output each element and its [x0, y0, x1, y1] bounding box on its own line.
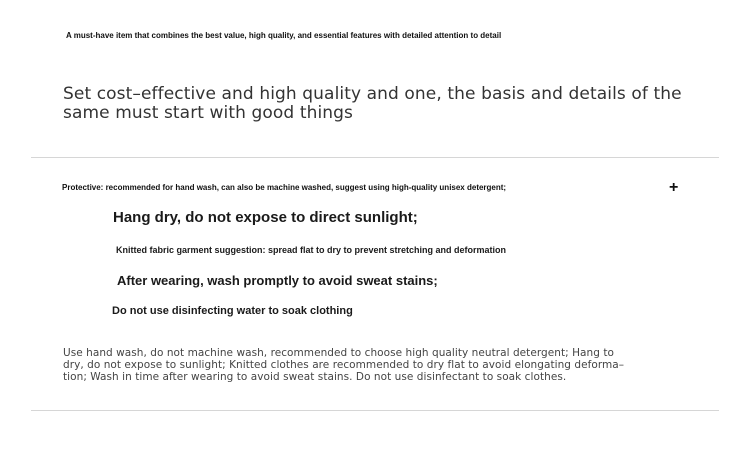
care-item-knitted-fabric: Knitted fabric garment suggestion: spread flat to dry to prevent stretching and deformation [116, 245, 507, 255]
summary-line-3: tion; Wash in time after wearing to avoid sweat stains. Do not use disinfectant to soak clothes. [63, 371, 567, 383]
care-item-no-disinfectant: Do not use disinfecting water to soak clothing [112, 305, 353, 317]
plus-icon[interactable]: + [669, 179, 679, 196]
care-item-wash-promptly: After wearing, wash promptly to avoid sweat stains; [117, 273, 438, 288]
hero-heading-line-1: Set cost–effective and high quality and one, the basis and details of the [63, 84, 682, 104]
divider [31, 157, 719, 158]
summary-line-1: Use hand wash, do not machine wash, recommended to choose high quality neutral detergent; Hang to [63, 347, 614, 359]
hero-heading-line-2: same must start with good things [63, 103, 353, 123]
divider [31, 410, 719, 411]
protective-note: Protective: recommended for hand wash, can also be machine washed, suggest using high-quality unisex detergent; [62, 183, 507, 192]
care-item-hang-dry: Hang dry, do not expose to direct sunlight; [113, 209, 418, 226]
tagline: A must-have item that combines the best value, high quality, and essential features with detailed attention to detail [66, 31, 502, 40]
summary-line-2: dry, do not expose to sunlight; Knitted clothes are recommended to dry flat to avoid elongating deforma– [63, 359, 625, 371]
